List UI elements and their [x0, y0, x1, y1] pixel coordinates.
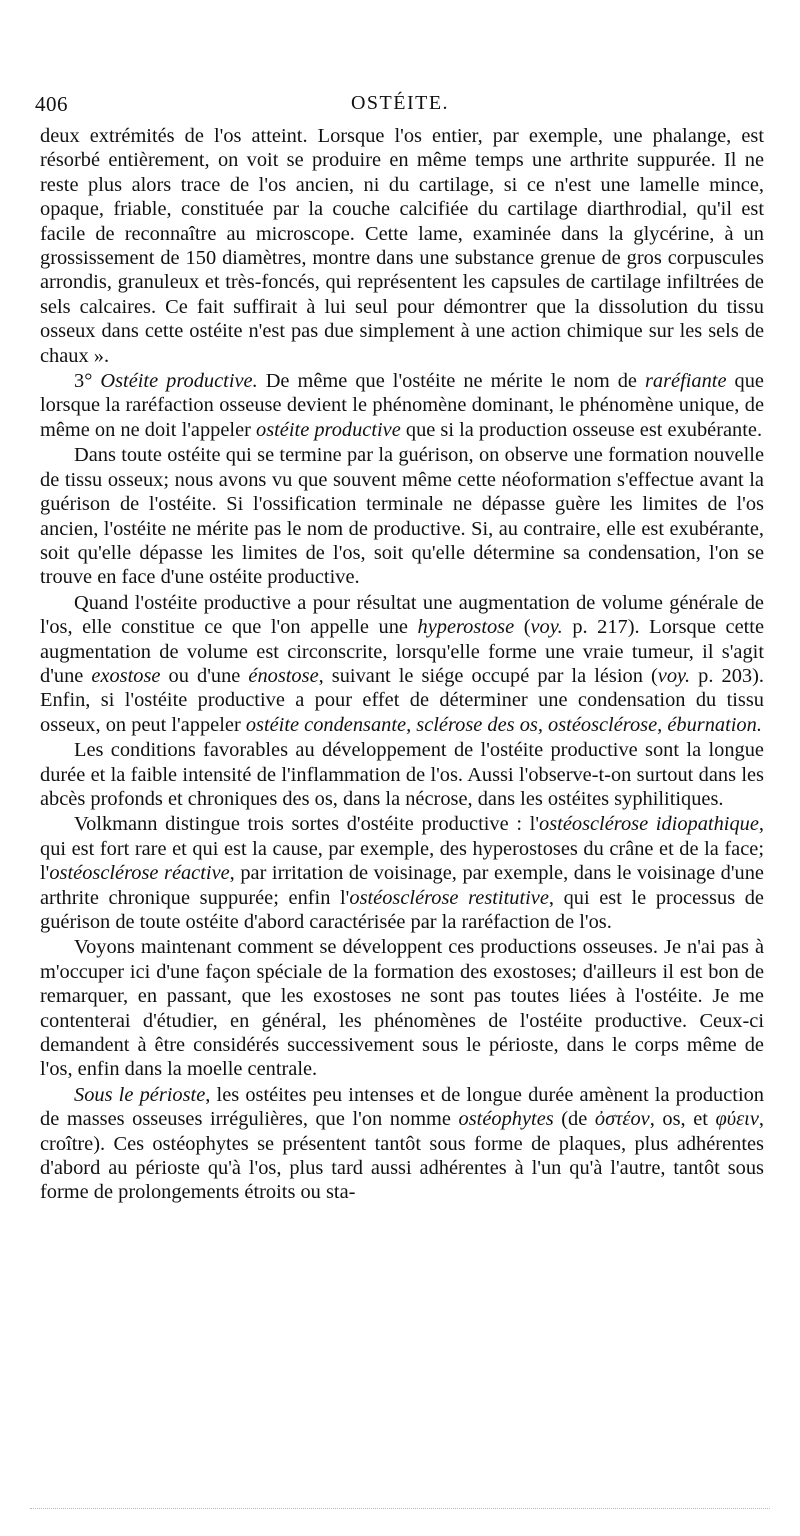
italic-text: ostéosclérose réactive — [49, 862, 230, 885]
text-run: , les ostéites peu intenses et de longue durée amènent la production de masses osseuses irrégulières, que l'on nomme — [40, 1083, 765, 1131]
paragraph — [40, 369, 764, 442]
running-title: OSTÉITE. — [350, 92, 450, 114]
text-run: 3° — [74, 370, 101, 393]
text-run: p. 217). Lorsque cette augmentation de volume est circonscrite, lorsqu'elle forme une vraie tumeur, il s'agit d'une — [40, 616, 764, 687]
text-run: De même que l'ostéite ne mérite le nom de — [257, 370, 645, 393]
italic-text: ostéosclérose restitutive — [349, 886, 549, 909]
body-text — [40, 124, 764, 1205]
text-run: , suivant le siége occupé par la lésion ( — [318, 664, 658, 687]
text-run: , qui est le processus de guérison de toute ostéite d'abord caractérisée par la raréfaction de l'os. — [40, 886, 764, 933]
text-run: Dans toute ostéite qui se termine par la guérison, on observe une formation nouvelle de tissu osseux; nous avons vu que souvent même cette néoformation s'effectue avant la guérison de l'ostéite. Si l'ossification terminale ne dépasse guère les limites de l'os ancien, l'ostéite ne mérite pas le nom de productive. Si, au contraire, elle est exubérante, soit qu'elle dépasse les limites de l'os, soit qu'elle détermine sa condensation, l'on se trouve en face d'une ostéite productive. — [40, 444, 764, 589]
italic-text: voy. — [657, 664, 691, 687]
paragraph — [40, 591, 764, 737]
text-run: (de — [553, 1108, 595, 1131]
italic-text: Sous le périoste — [74, 1083, 206, 1106]
text-run: Voyons maintenant comment se développent ces productions osseuses. Je n'ai pas à m'occuper ici d'une façon spéciale de la formation des exostoses; d'ailleurs il est bon de remarquer, en passant, que les exostoses ne sont pas toutes liées à l'ostéite. Je me contenterai d'étudier, en général, les phénomènes de l'ostéite productive. Ceux-ci demandent à être considérés successivement sous le périoste, dans le corps même de l'os, enfin dans la moelle centrale. — [40, 936, 764, 1081]
scan-artifact-line — [30, 1508, 770, 1509]
paragraph — [40, 124, 764, 368]
italic-text: Ostéite productive. — [100, 370, 258, 393]
italic-text: φύειν — [715, 1108, 759, 1131]
text-run: Quand l'ostéite productive a pour résultat une augmentation de volume générale de l'os, elle constitue ce que l'on appelle une — [40, 591, 764, 639]
italic-text: ostéosclérose idiopathique — [539, 813, 759, 836]
text-run: , qui est fort rare et qui est la cause, par exemple, des hyperostoses du crâne et de la face; l' — [40, 813, 764, 885]
text-run: , croître). Ces ostéophytes se présentent tantôt sous forme de plaques, plus adhérentes d'abord au périoste qu'à l'os, plus tard aussi adhérentes à l'un qu'à l'autre, tantôt sous forme de prolongements étroits ou sta- — [40, 1108, 764, 1204]
paragraph — [40, 443, 764, 589]
italic-text: ostéite productive — [256, 418, 401, 441]
italic-text: ostéite condensante, sclérose des os, ostéosclérose, éburnation. — [245, 713, 762, 736]
paragraph — [40, 738, 764, 811]
text-run: deux extrémités de l'os atteint. Lorsque l'os entier, par exemple, une phalange, est résorbé entièrement, on voit se produire en même temps une arthrite suppurée. Il ne reste plus alors trace de l'os ancien, ni du cartilage, si ce n'est une lamelle mince, opaque, friable, constituée par la couche calcifiée du cartilage diarthrodial, qu'il est facile de reconnaître au microscope. Cette lame, examinée dans la glycérine, à un grossissement de 150 diamètres, montre dans une substance grenue de gros corpuscules arrondis, granuleux et très-foncés, qui représentent les capsules de cartilage infiltrées de sels calcaires. Ce fait suffirait à lui seul pour démontrer que la dissolution du tissu osseux dans cette ostéite n'est pas due simplement à une action chimique sur les sels de chaux ». — [40, 125, 764, 367]
italic-text: hyperostose — [417, 616, 515, 639]
text-run: p. 203). Enfin, si l'ostéite productive a pour effet de déterminer une condensation du tissu osseux, on peut l'appeler — [40, 664, 764, 736]
page-number: 406 — [35, 92, 68, 116]
italic-text: voy. — [530, 616, 563, 639]
italic-text: énostose — [248, 664, 319, 687]
text-run: , os, et — [649, 1108, 716, 1131]
paragraph — [40, 812, 764, 934]
text-run: que si la production osseuse est exubérante. — [400, 418, 763, 441]
text-run: ( — [514, 616, 531, 639]
paragraph — [40, 935, 764, 1081]
italic-text: exostose — [91, 664, 161, 687]
italic-text: ostéophytes — [458, 1108, 554, 1131]
text-run: Les conditions favorables au développement de l'ostéite productive sont la longue durée et la faible intensité de l'inflammation de l'os. Aussi l'observe-t-on surtout dans les abcès profonds et chroniques des os, dans la nécrose, dans les ostéites syphilitiques. — [40, 739, 764, 810]
page-header — [35, 90, 765, 120]
text-run: Volkmann distingue trois sortes d'ostéite productive : l' — [74, 813, 540, 836]
italic-text: raréfiante — [644, 370, 727, 393]
text-run: , par irritation de voisinage, par exemple, dans le voisinage d'une arthrite chronique suppurée; enfin l' — [40, 862, 764, 909]
text-run: ou d'une — [160, 664, 249, 687]
text-run: que lorsque la raréfaction osseuse devient le phénomène dominant, le phénomène unique, de même on ne doit l'appeler — [40, 370, 764, 441]
paragraph — [40, 1083, 764, 1205]
italic-text: ὀστέον — [594, 1108, 650, 1131]
